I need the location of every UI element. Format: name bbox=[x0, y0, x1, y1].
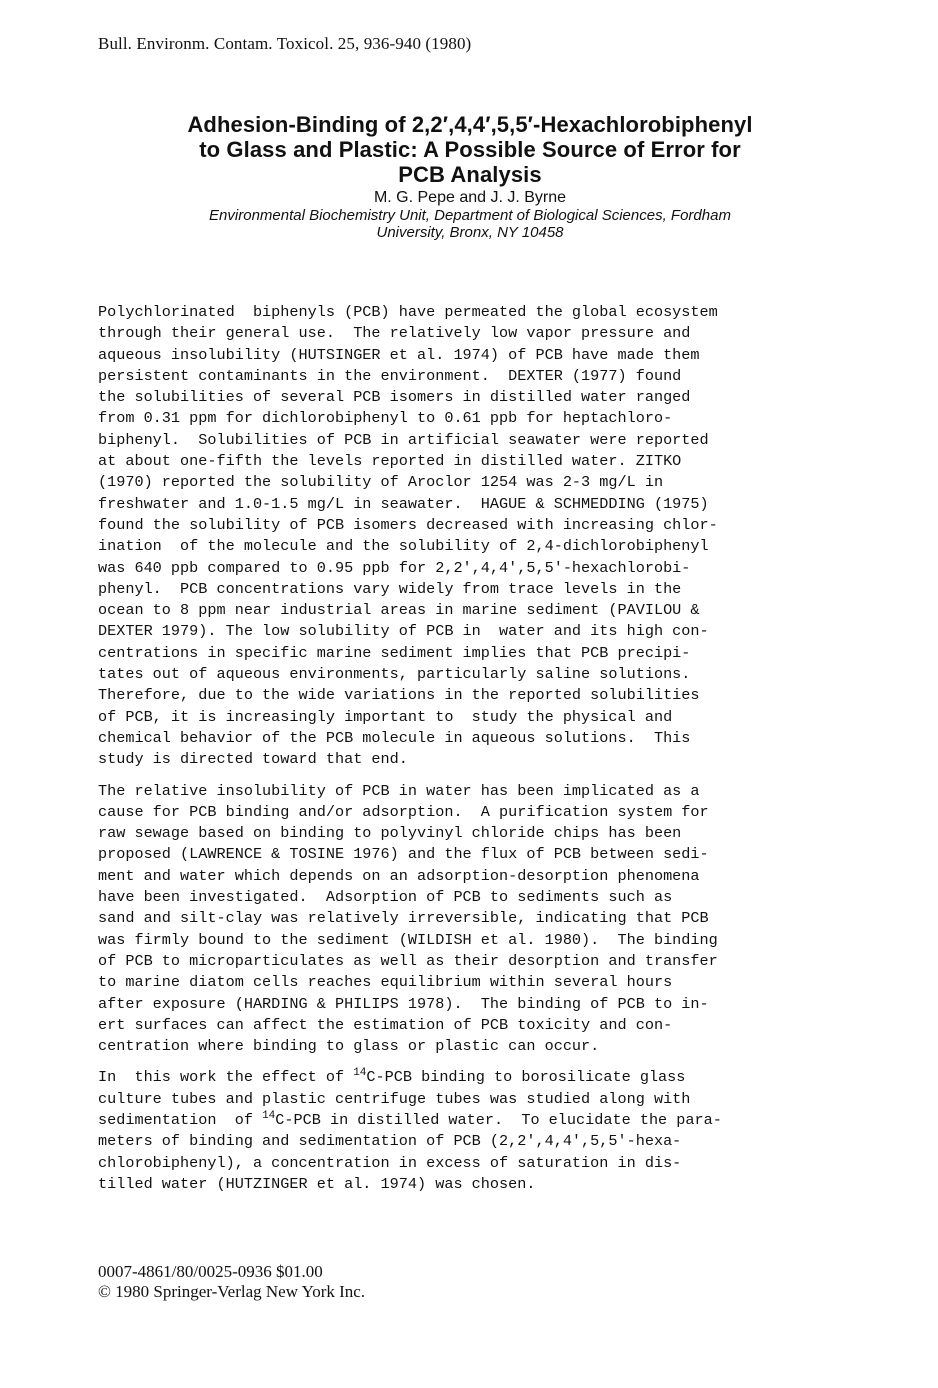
text-line: Polychlorinated biphenyls (PCB) have permeated the global ecosystem bbox=[98, 303, 718, 321]
text-line: ment and water which depends on an adsorption-desorption phenomena bbox=[98, 866, 700, 885]
paragraph-2 bbox=[98, 781, 878, 1058]
text-line: sand and silt-clay was relatively irreversible, indicating that PCB bbox=[98, 909, 709, 928]
text-line: was 640 ppb compared to 0.95 ppb for 2,2',4,4',5,5'-hexachlorobi- bbox=[98, 558, 691, 577]
text-line: from 0.31 ppm for dichlorobiphenyl to 0.61 ppb for heptachloro- bbox=[98, 409, 673, 428]
text-line: ert surfaces can affect the estimation of PCB toxicity and con- bbox=[98, 1015, 673, 1034]
text-line: found the solubility of PCB isomers decreased with increasing chlor- bbox=[98, 515, 718, 534]
text-line: study is directed toward that end. bbox=[98, 750, 408, 769]
affiliation-line-1: Environmental Biochemistry Unit, Department of Biological Sciences, Fordham bbox=[209, 207, 731, 224]
text-line: aqueous insolubility (HUTSINGER et al. 1974) of PCB have made them bbox=[98, 345, 700, 364]
paragraph-1 bbox=[98, 302, 878, 771]
text-line bbox=[98, 1110, 878, 1131]
text-fragment: C-PCB binding to borosilicate glass bbox=[366, 1068, 686, 1087]
text-line: meters of binding and sedimentation of PCB (2,2',4,4',5,5'-hexa- bbox=[98, 1132, 682, 1151]
text-line: was firmly bound to the sediment (WILDISH et al. 1980). The binding bbox=[98, 930, 718, 949]
text-line: cause for PCB binding and/or adsorption. A purification system for bbox=[98, 802, 709, 821]
text-fragment: In this work the effect of bbox=[98, 1068, 354, 1087]
text-line: ination of the molecule and the solubility of 2,4-dichlorobiphenyl bbox=[98, 537, 709, 556]
authors: M. G. Pepe and J. J. Byrne bbox=[373, 189, 567, 206]
text-line: to marine diatom cells reaches equilibrium within several hours bbox=[98, 973, 673, 992]
journal-reference: Bull. Environm. Contam. Toxicol. 25, 936-940 (1980) bbox=[98, 34, 472, 53]
text-line: persistent contaminants in the environment. DEXTER (1977) found bbox=[98, 366, 682, 385]
paper-title-line-3: PCB Analysis bbox=[398, 162, 542, 187]
text-line: raw sewage based on binding to polyvinyl chloride chips has been bbox=[98, 824, 682, 843]
paragraph-3 bbox=[98, 1067, 878, 1195]
superscript-isotope: 14 bbox=[353, 1067, 367, 1080]
paper-title-line-1: Adhesion-Binding of 2,2′,4,4′,5,5′-Hexachlorobiphenyl bbox=[187, 112, 753, 137]
text-line: at about one-fifth the levels reported in distilled water. ZITKO bbox=[98, 452, 682, 471]
text-line: of PCB, it is increasingly important to study the physical and bbox=[98, 707, 673, 726]
text-fragment: sedimentation of bbox=[98, 1110, 263, 1129]
text-line: centrations in specific marine sediment implies that PCB precipi- bbox=[98, 643, 691, 662]
text-line: (1970) reported the solubility of Aroclor 1254 was 2-3 mg/L in bbox=[98, 473, 664, 492]
text-line: The relative insolubility of PCB in water has been implicated as a bbox=[98, 781, 700, 800]
footer bbox=[98, 1262, 365, 1302]
text-line: ocean to 8 ppm near industrial areas in marine sediment (PAVILOU & bbox=[98, 601, 700, 620]
text-line: Therefore, due to the wide variations in the reported solubilities bbox=[98, 686, 700, 705]
text-line: the solubilities of several PCB isomers in distilled water ranged bbox=[98, 388, 691, 407]
text-line: centration where binding to glass or plastic can occur. bbox=[98, 1037, 600, 1056]
superscript-isotope: 14 bbox=[262, 1109, 276, 1122]
text-line: proposed (LAWRENCE & TOSINE 1976) and the flux of PCB between sedi- bbox=[98, 845, 709, 864]
text-line: tilled water (HUTZINGER et al. 1974) was chosen. bbox=[98, 1174, 536, 1193]
body-text bbox=[98, 302, 878, 1205]
text-line: culture tubes and plastic centrifuge tubes was studied along with bbox=[98, 1089, 691, 1108]
text-line bbox=[98, 1067, 878, 1088]
text-line: phenyl. PCB concentrations vary widely from trace levels in the bbox=[98, 579, 682, 598]
text-line: chemical behavior of the PCB molecule in aqueous solutions. This bbox=[98, 728, 691, 747]
copyright-notice: © 1980 Springer-Verlag New York Inc. bbox=[98, 1282, 366, 1301]
title-block bbox=[60, 112, 880, 241]
text-line: of PCB to microparticulates as well as their desorption and transfer bbox=[98, 951, 718, 970]
text-line: tates out of aqueous environments, particularly saline solutions. bbox=[98, 665, 691, 684]
text-line: have been investigated. Adsorption of PCB to sediments such as bbox=[98, 888, 673, 907]
article-code: 0007-4861/80/0025-0936 $01.00 bbox=[98, 1262, 323, 1281]
text-line: freshwater and 1.0-1.5 mg/L in seawater. HAGUE & SCHMEDDING (1975) bbox=[98, 494, 709, 513]
text-line: DEXTER 1979). The low solubility of PCB in water and its high con- bbox=[98, 622, 709, 641]
text-fragment: C-PCB in distilled water. To elucidate the para- bbox=[275, 1110, 722, 1129]
text-line: through their general use. The relatively low vapor pressure and bbox=[98, 324, 691, 343]
affiliation-line-2: University, Bronx, NY 10458 bbox=[376, 224, 564, 241]
text-line: chlorobiphenyl), a concentration in excess of saturation in dis- bbox=[98, 1153, 682, 1172]
paper-title-line-2: to Glass and Plastic: A Possible Source of Error for bbox=[199, 137, 741, 162]
text-line: after exposure (HARDING & PHILIPS 1978). The binding of PCB to in- bbox=[98, 994, 709, 1013]
text-line: biphenyl. Solubilities of PCB in artificial seawater were reported bbox=[98, 430, 709, 449]
